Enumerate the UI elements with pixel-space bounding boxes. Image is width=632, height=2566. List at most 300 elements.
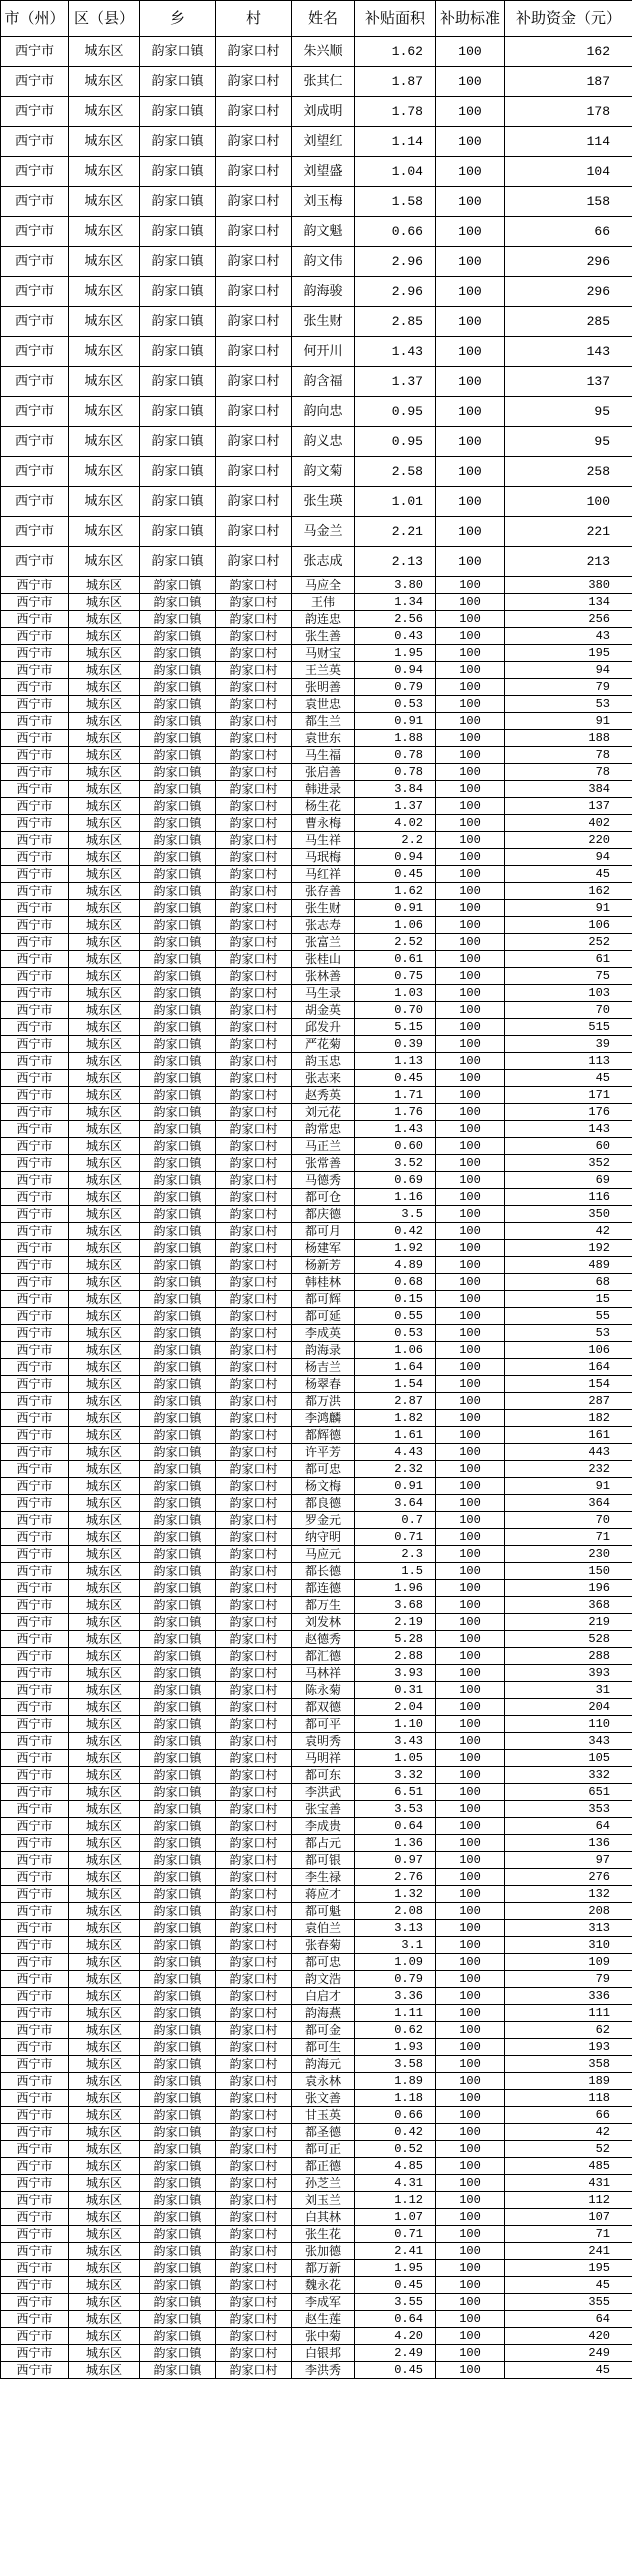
cell-township[interactable]: 韵家口镇 <box>140 1172 216 1189</box>
cell-village[interactable]: 韵家口村 <box>216 1070 292 1087</box>
cell-village[interactable]: 韵家口村 <box>216 1920 292 1937</box>
cell-village[interactable]: 韵家口村 <box>216 798 292 815</box>
cell-village[interactable]: 韵家口村 <box>216 2260 292 2277</box>
cell-name[interactable]: 都长德 <box>292 1563 355 1580</box>
cell-district[interactable]: 城东区 <box>69 1444 140 1461</box>
cell-area[interactable]: 0.15 <box>355 1291 436 1308</box>
cell-name[interactable]: 都可忠 <box>292 1461 355 1478</box>
cell-standard[interactable]: 100 <box>436 2022 505 2039</box>
cell-funds[interactable]: 68 <box>505 1274 632 1291</box>
cell-standard[interactable]: 100 <box>436 1325 505 1342</box>
cell-district[interactable]: 城东区 <box>69 457 140 487</box>
cell-name[interactable]: 李洪武 <box>292 1784 355 1801</box>
cell-village[interactable]: 韵家口村 <box>216 1223 292 1240</box>
cell-name[interactable]: 赵秀英 <box>292 1087 355 1104</box>
cell-village[interactable]: 韵家口村 <box>216 1648 292 1665</box>
cell-funds[interactable]: 296 <box>505 247 632 277</box>
cell-area[interactable]: 3.55 <box>355 2294 436 2311</box>
cell-funds[interactable]: 91 <box>505 900 632 917</box>
cell-city[interactable]: 西宁市 <box>1 1631 69 1648</box>
cell-city[interactable]: 西宁市 <box>1 849 69 866</box>
cell-standard[interactable]: 100 <box>436 2328 505 2345</box>
cell-city[interactable]: 西宁市 <box>1 866 69 883</box>
cell-funds[interactable]: 368 <box>505 1597 632 1614</box>
cell-area[interactable]: 3.1 <box>355 1937 436 1954</box>
cell-name[interactable]: 李洪秀 <box>292 2362 355 2379</box>
cell-area[interactable]: 1.54 <box>355 1376 436 1393</box>
cell-city[interactable]: 西宁市 <box>1 2192 69 2209</box>
cell-name[interactable]: 刘玉兰 <box>292 2192 355 2209</box>
cell-city[interactable]: 西宁市 <box>1 127 69 157</box>
cell-area[interactable]: 2.96 <box>355 247 436 277</box>
cell-name[interactable]: 都生兰 <box>292 713 355 730</box>
cell-district[interactable]: 城东区 <box>69 2311 140 2328</box>
cell-name[interactable]: 蒋应才 <box>292 1886 355 1903</box>
cell-district[interactable]: 城东区 <box>69 1104 140 1121</box>
cell-township[interactable]: 韵家口镇 <box>140 2073 216 2090</box>
cell-area[interactable]: 1.96 <box>355 1580 436 1597</box>
cell-area[interactable]: 1.12 <box>355 2192 436 2209</box>
cell-area[interactable]: 0.43 <box>355 628 436 645</box>
cell-district[interactable]: 城东区 <box>69 1597 140 1614</box>
cell-standard[interactable]: 100 <box>436 1733 505 1750</box>
cell-township[interactable]: 韵家口镇 <box>140 696 216 713</box>
cell-name[interactable]: 严花菊 <box>292 1036 355 1053</box>
cell-district[interactable]: 城东区 <box>69 67 140 97</box>
cell-district[interactable]: 城东区 <box>69 2277 140 2294</box>
cell-village[interactable]: 韵家口村 <box>216 1869 292 1886</box>
cell-city[interactable]: 西宁市 <box>1 1733 69 1750</box>
cell-city[interactable]: 西宁市 <box>1 2175 69 2192</box>
cell-funds[interactable]: 104 <box>505 157 632 187</box>
cell-village[interactable]: 韵家口村 <box>216 968 292 985</box>
cell-standard[interactable]: 100 <box>436 1223 505 1240</box>
cell-standard[interactable]: 100 <box>436 1767 505 1784</box>
cell-village[interactable]: 韵家口村 <box>216 2209 292 2226</box>
cell-township[interactable]: 韵家口镇 <box>140 2005 216 2022</box>
cell-standard[interactable]: 100 <box>436 594 505 611</box>
cell-name[interactable]: 马财宝 <box>292 645 355 662</box>
cell-funds[interactable]: 143 <box>505 337 632 367</box>
cell-city[interactable]: 西宁市 <box>1 781 69 798</box>
cell-area[interactable]: 1.5 <box>355 1563 436 1580</box>
cell-standard[interactable]: 100 <box>436 97 505 127</box>
cell-village[interactable]: 韵家口村 <box>216 1801 292 1818</box>
cell-funds[interactable]: 287 <box>505 1393 632 1410</box>
cell-area[interactable]: 1.09 <box>355 1954 436 1971</box>
cell-village[interactable]: 韵家口村 <box>216 427 292 457</box>
cell-name[interactable]: 马正兰 <box>292 1138 355 1155</box>
cell-township[interactable]: 韵家口镇 <box>140 900 216 917</box>
cell-district[interactable]: 城东区 <box>69 951 140 968</box>
cell-funds[interactable]: 15 <box>505 1291 632 1308</box>
cell-standard[interactable]: 100 <box>436 2260 505 2277</box>
cell-area[interactable]: 0.68 <box>355 1274 436 1291</box>
cell-city[interactable]: 西宁市 <box>1 1189 69 1206</box>
cell-township[interactable]: 韵家口镇 <box>140 1597 216 1614</box>
cell-village[interactable]: 韵家口村 <box>216 747 292 764</box>
cell-standard[interactable]: 100 <box>436 1716 505 1733</box>
cell-funds[interactable]: 150 <box>505 1563 632 1580</box>
cell-area[interactable]: 1.03 <box>355 985 436 1002</box>
cell-area[interactable]: 6.51 <box>355 1784 436 1801</box>
cell-township[interactable]: 韵家口镇 <box>140 2294 216 2311</box>
cell-city[interactable]: 西宁市 <box>1 1427 69 1444</box>
cell-name[interactable]: 杨生花 <box>292 798 355 815</box>
cell-name[interactable]: 杨文梅 <box>292 1478 355 1495</box>
cell-name[interactable]: 都庆德 <box>292 1206 355 1223</box>
cell-township[interactable]: 韵家口镇 <box>140 2124 216 2141</box>
cell-funds[interactable]: 313 <box>505 1920 632 1937</box>
cell-funds[interactable]: 350 <box>505 1206 632 1223</box>
cell-township[interactable]: 韵家口镇 <box>140 713 216 730</box>
cell-area[interactable]: 2.96 <box>355 277 436 307</box>
cell-area[interactable]: 3.43 <box>355 1733 436 1750</box>
cell-standard[interactable]: 100 <box>436 1291 505 1308</box>
cell-funds[interactable]: 97 <box>505 1852 632 1869</box>
cell-city[interactable]: 西宁市 <box>1 1172 69 1189</box>
cell-township[interactable]: 韵家口镇 <box>140 247 216 277</box>
cell-township[interactable]: 韵家口镇 <box>140 217 216 247</box>
cell-district[interactable]: 城东区 <box>69 1852 140 1869</box>
cell-district[interactable]: 城东区 <box>69 517 140 547</box>
cell-city[interactable]: 西宁市 <box>1 1478 69 1495</box>
cell-township[interactable]: 韵家口镇 <box>140 127 216 157</box>
cell-funds[interactable]: 100 <box>505 487 632 517</box>
cell-name[interactable]: 张常善 <box>292 1155 355 1172</box>
cell-city[interactable]: 西宁市 <box>1 2345 69 2362</box>
cell-district[interactable]: 城东区 <box>69 97 140 127</box>
cell-standard[interactable]: 100 <box>436 1869 505 1886</box>
cell-district[interactable]: 城东区 <box>69 1512 140 1529</box>
cell-name[interactable]: 白其林 <box>292 2209 355 2226</box>
cell-funds[interactable]: 192 <box>505 1240 632 1257</box>
cell-area[interactable]: 0.79 <box>355 1971 436 1988</box>
cell-name[interactable]: 杨吉兰 <box>292 1359 355 1376</box>
cell-city[interactable]: 西宁市 <box>1 815 69 832</box>
cell-area[interactable]: 1.64 <box>355 1359 436 1376</box>
cell-name[interactable]: 许平芳 <box>292 1444 355 1461</box>
cell-township[interactable]: 韵家口镇 <box>140 645 216 662</box>
cell-district[interactable]: 城东区 <box>69 2362 140 2379</box>
cell-area[interactable]: 0.70 <box>355 1002 436 1019</box>
cell-name[interactable]: 马林祥 <box>292 1665 355 1682</box>
cell-standard[interactable]: 100 <box>436 1376 505 1393</box>
cell-standard[interactable]: 100 <box>436 1631 505 1648</box>
cell-standard[interactable]: 100 <box>436 157 505 187</box>
cell-area[interactable]: 0.52 <box>355 2141 436 2158</box>
cell-city[interactable]: 西宁市 <box>1 1104 69 1121</box>
cell-funds[interactable]: 178 <box>505 97 632 127</box>
cell-city[interactable]: 西宁市 <box>1 662 69 679</box>
cell-standard[interactable]: 100 <box>436 367 505 397</box>
cell-name[interactable]: 李成贵 <box>292 1818 355 1835</box>
cell-standard[interactable]: 100 <box>436 1597 505 1614</box>
cell-funds[interactable]: 136 <box>505 1835 632 1852</box>
cell-district[interactable]: 城东区 <box>69 2022 140 2039</box>
cell-standard[interactable]: 100 <box>436 866 505 883</box>
cell-name[interactable]: 都可平 <box>292 1716 355 1733</box>
cell-district[interactable]: 城东区 <box>69 367 140 397</box>
cell-township[interactable]: 韵家口镇 <box>140 1529 216 1546</box>
cell-township[interactable]: 韵家口镇 <box>140 1614 216 1631</box>
cell-name[interactable]: 马应全 <box>292 577 355 594</box>
cell-district[interactable]: 城东区 <box>69 187 140 217</box>
cell-village[interactable]: 韵家口村 <box>216 2090 292 2107</box>
cell-name[interactable]: 都良德 <box>292 1495 355 1512</box>
cell-area[interactable]: 0.75 <box>355 968 436 985</box>
cell-township[interactable]: 韵家口镇 <box>140 1852 216 1869</box>
cell-standard[interactable]: 100 <box>436 1036 505 1053</box>
cell-village[interactable]: 韵家口村 <box>216 1852 292 1869</box>
cell-district[interactable]: 城东区 <box>69 547 140 577</box>
cell-city[interactable]: 西宁市 <box>1 1971 69 1988</box>
cell-standard[interactable]: 100 <box>436 662 505 679</box>
cell-funds[interactable]: 110 <box>505 1716 632 1733</box>
cell-district[interactable]: 城东区 <box>69 1869 140 1886</box>
cell-township[interactable]: 韵家口镇 <box>140 1648 216 1665</box>
cell-village[interactable]: 韵家口村 <box>216 2022 292 2039</box>
cell-funds[interactable]: 651 <box>505 1784 632 1801</box>
cell-village[interactable]: 韵家口村 <box>216 883 292 900</box>
cell-district[interactable]: 城东区 <box>69 1920 140 1937</box>
cell-township[interactable]: 韵家口镇 <box>140 1903 216 1920</box>
cell-standard[interactable]: 100 <box>436 1257 505 1274</box>
cell-standard[interactable]: 100 <box>436 2209 505 2226</box>
cell-city[interactable]: 西宁市 <box>1 2294 69 2311</box>
cell-area[interactable]: 0.45 <box>355 866 436 883</box>
cell-village[interactable]: 韵家口村 <box>216 1172 292 1189</box>
cell-township[interactable]: 韵家口镇 <box>140 1206 216 1223</box>
cell-area[interactable]: 0.71 <box>355 2226 436 2243</box>
cell-district[interactable]: 城东区 <box>69 2141 140 2158</box>
cell-village[interactable]: 韵家口村 <box>216 1291 292 1308</box>
cell-area[interactable]: 0.60 <box>355 1138 436 1155</box>
cell-city[interactable]: 西宁市 <box>1 1937 69 1954</box>
cell-name[interactable]: 韵文魁 <box>292 217 355 247</box>
cell-village[interactable]: 韵家口村 <box>216 1104 292 1121</box>
cell-village[interactable]: 韵家口村 <box>216 2345 292 2362</box>
cell-village[interactable]: 韵家口村 <box>216 866 292 883</box>
cell-standard[interactable]: 100 <box>436 187 505 217</box>
cell-district[interactable]: 城东区 <box>69 1563 140 1580</box>
cell-area[interactable]: 1.62 <box>355 883 436 900</box>
cell-standard[interactable]: 100 <box>436 2226 505 2243</box>
cell-village[interactable]: 韵家口村 <box>216 832 292 849</box>
cell-district[interactable]: 城东区 <box>69 127 140 157</box>
cell-city[interactable]: 西宁市 <box>1 1087 69 1104</box>
cell-name[interactable]: 马明祥 <box>292 1750 355 1767</box>
cell-city[interactable]: 西宁市 <box>1 187 69 217</box>
cell-area[interactable]: 0.95 <box>355 427 436 457</box>
cell-funds[interactable]: 39 <box>505 1036 632 1053</box>
cell-district[interactable]: 城东区 <box>69 866 140 883</box>
cell-city[interactable]: 西宁市 <box>1 1070 69 1087</box>
cell-village[interactable]: 韵家口村 <box>216 1206 292 1223</box>
cell-village[interactable]: 韵家口村 <box>216 1121 292 1138</box>
cell-district[interactable]: 城东区 <box>69 2056 140 2073</box>
cell-township[interactable]: 韵家口镇 <box>140 1699 216 1716</box>
cell-area[interactable]: 1.04 <box>355 157 436 187</box>
cell-area[interactable]: 0.79 <box>355 679 436 696</box>
cell-name[interactable]: 刘元花 <box>292 1104 355 1121</box>
cell-township[interactable]: 韵家口镇 <box>140 747 216 764</box>
cell-area[interactable]: 1.14 <box>355 127 436 157</box>
cell-standard[interactable]: 100 <box>436 2141 505 2158</box>
cell-area[interactable]: 1.01 <box>355 487 436 517</box>
cell-village[interactable]: 韵家口村 <box>216 730 292 747</box>
cell-township[interactable]: 韵家口镇 <box>140 1002 216 1019</box>
cell-area[interactable]: 4.43 <box>355 1444 436 1461</box>
cell-standard[interactable]: 100 <box>436 1189 505 1206</box>
cell-village[interactable]: 韵家口村 <box>216 1478 292 1495</box>
cell-township[interactable]: 韵家口镇 <box>140 2209 216 2226</box>
cell-township[interactable]: 韵家口镇 <box>140 2260 216 2277</box>
cell-township[interactable]: 韵家口镇 <box>140 2277 216 2294</box>
cell-village[interactable]: 韵家口村 <box>216 2039 292 2056</box>
cell-district[interactable]: 城东区 <box>69 798 140 815</box>
cell-funds[interactable]: 134 <box>505 594 632 611</box>
cell-village[interactable]: 韵家口村 <box>216 2005 292 2022</box>
cell-funds[interactable]: 220 <box>505 832 632 849</box>
cell-township[interactable]: 韵家口镇 <box>140 1274 216 1291</box>
cell-village[interactable]: 韵家口村 <box>216 157 292 187</box>
cell-funds[interactable]: 188 <box>505 730 632 747</box>
cell-funds[interactable]: 66 <box>505 217 632 247</box>
cell-district[interactable]: 城东区 <box>69 917 140 934</box>
cell-name[interactable]: 曹永梅 <box>292 815 355 832</box>
cell-city[interactable]: 西宁市 <box>1 247 69 277</box>
cell-name[interactable]: 都可仓 <box>292 1189 355 1206</box>
cell-funds[interactable]: 355 <box>505 2294 632 2311</box>
cell-district[interactable]: 城东区 <box>69 815 140 832</box>
cell-village[interactable]: 韵家口村 <box>216 985 292 1002</box>
cell-township[interactable]: 韵家口镇 <box>140 594 216 611</box>
cell-name[interactable]: 都双德 <box>292 1699 355 1716</box>
cell-township[interactable]: 韵家口镇 <box>140 2056 216 2073</box>
cell-area[interactable]: 1.92 <box>355 1240 436 1257</box>
cell-district[interactable]: 城东区 <box>69 1325 140 1342</box>
cell-village[interactable]: 韵家口村 <box>216 1427 292 1444</box>
cell-area[interactable]: 3.5 <box>355 1206 436 1223</box>
cell-standard[interactable]: 100 <box>436 1427 505 1444</box>
cell-township[interactable]: 韵家口镇 <box>140 2311 216 2328</box>
cell-township[interactable]: 韵家口镇 <box>140 1461 216 1478</box>
cell-township[interactable]: 韵家口镇 <box>140 611 216 628</box>
cell-city[interactable]: 西宁市 <box>1 1954 69 1971</box>
cell-district[interactable]: 城东区 <box>69 2124 140 2141</box>
cell-district[interactable]: 城东区 <box>69 487 140 517</box>
cell-area[interactable]: 1.13 <box>355 1053 436 1070</box>
cell-district[interactable]: 城东区 <box>69 832 140 849</box>
cell-township[interactable]: 韵家口镇 <box>140 2362 216 2379</box>
cell-city[interactable]: 西宁市 <box>1 1597 69 1614</box>
cell-area[interactable]: 2.52 <box>355 934 436 951</box>
cell-district[interactable]: 城东区 <box>69 2260 140 2277</box>
cell-area[interactable]: 1.62 <box>355 37 436 67</box>
cell-village[interactable]: 韵家口村 <box>216 1529 292 1546</box>
cell-city[interactable]: 西宁市 <box>1 883 69 900</box>
cell-district[interactable]: 城东区 <box>69 713 140 730</box>
cell-name[interactable]: 张中菊 <box>292 2328 355 2345</box>
cell-township[interactable]: 韵家口镇 <box>140 1495 216 1512</box>
cell-township[interactable]: 韵家口镇 <box>140 781 216 798</box>
cell-city[interactable]: 西宁市 <box>1 2124 69 2141</box>
cell-name[interactable]: 张春菊 <box>292 1937 355 1954</box>
cell-village[interactable]: 韵家口村 <box>216 1002 292 1019</box>
cell-city[interactable]: 西宁市 <box>1 487 69 517</box>
cell-village[interactable]: 韵家口村 <box>216 307 292 337</box>
cell-district[interactable]: 城东区 <box>69 2158 140 2175</box>
cell-city[interactable]: 西宁市 <box>1 1614 69 1631</box>
cell-city[interactable]: 西宁市 <box>1 2090 69 2107</box>
cell-funds[interactable]: 132 <box>505 1886 632 1903</box>
cell-city[interactable]: 西宁市 <box>1 594 69 611</box>
cell-city[interactable]: 西宁市 <box>1 832 69 849</box>
header-city[interactable]: 市（州） <box>1 1 69 37</box>
cell-village[interactable]: 韵家口村 <box>216 1716 292 1733</box>
cell-village[interactable]: 韵家口村 <box>216 67 292 97</box>
cell-village[interactable]: 韵家口村 <box>216 217 292 247</box>
cell-township[interactable]: 韵家口镇 <box>140 1682 216 1699</box>
cell-area[interactable]: 1.43 <box>355 337 436 367</box>
cell-district[interactable]: 城东区 <box>69 1988 140 2005</box>
cell-name[interactable]: 杨翠春 <box>292 1376 355 1393</box>
cell-township[interactable]: 韵家口镇 <box>140 517 216 547</box>
cell-city[interactable]: 西宁市 <box>1 611 69 628</box>
cell-village[interactable]: 韵家口村 <box>216 127 292 157</box>
cell-name[interactable]: 白启才 <box>292 1988 355 2005</box>
cell-area[interactable]: 3.32 <box>355 1767 436 1784</box>
cell-village[interactable]: 韵家口村 <box>216 2073 292 2090</box>
cell-funds[interactable]: 114 <box>505 127 632 157</box>
cell-district[interactable]: 城东区 <box>69 1138 140 1155</box>
cell-village[interactable]: 韵家口村 <box>216 37 292 67</box>
cell-standard[interactable]: 100 <box>436 2124 505 2141</box>
cell-area[interactable]: 3.13 <box>355 1920 436 1937</box>
cell-name[interactable]: 马应元 <box>292 1546 355 1563</box>
cell-area[interactable]: 0.95 <box>355 397 436 427</box>
cell-area[interactable]: 1.16 <box>355 1189 436 1206</box>
cell-village[interactable]: 韵家口村 <box>216 1019 292 1036</box>
cell-village[interactable]: 韵家口村 <box>216 1631 292 1648</box>
cell-township[interactable]: 韵家口镇 <box>140 1886 216 1903</box>
cell-city[interactable]: 西宁市 <box>1 1308 69 1325</box>
cell-village[interactable]: 韵家口村 <box>216 277 292 307</box>
cell-village[interactable]: 韵家口村 <box>216 1155 292 1172</box>
cell-township[interactable]: 韵家口镇 <box>140 1359 216 1376</box>
cell-name[interactable]: 赵德秀 <box>292 1631 355 1648</box>
cell-funds[interactable]: 528 <box>505 1631 632 1648</box>
cell-township[interactable]: 韵家口镇 <box>140 1053 216 1070</box>
cell-funds[interactable]: 71 <box>505 2226 632 2243</box>
cell-standard[interactable]: 100 <box>436 2158 505 2175</box>
cell-city[interactable]: 西宁市 <box>1 1274 69 1291</box>
cell-name[interactable]: 韵海骏 <box>292 277 355 307</box>
cell-city[interactable]: 西宁市 <box>1 367 69 397</box>
cell-standard[interactable]: 100 <box>436 1903 505 1920</box>
cell-funds[interactable]: 95 <box>505 427 632 457</box>
cell-city[interactable]: 西宁市 <box>1 2209 69 2226</box>
cell-funds[interactable]: 219 <box>505 1614 632 1631</box>
cell-city[interactable]: 西宁市 <box>1 427 69 457</box>
cell-area[interactable]: 0.91 <box>355 900 436 917</box>
cell-village[interactable]: 韵家口村 <box>216 1988 292 2005</box>
cell-district[interactable]: 城东区 <box>69 1665 140 1682</box>
cell-township[interactable]: 韵家口镇 <box>140 798 216 815</box>
cell-funds[interactable]: 61 <box>505 951 632 968</box>
cell-village[interactable]: 韵家口村 <box>216 247 292 277</box>
